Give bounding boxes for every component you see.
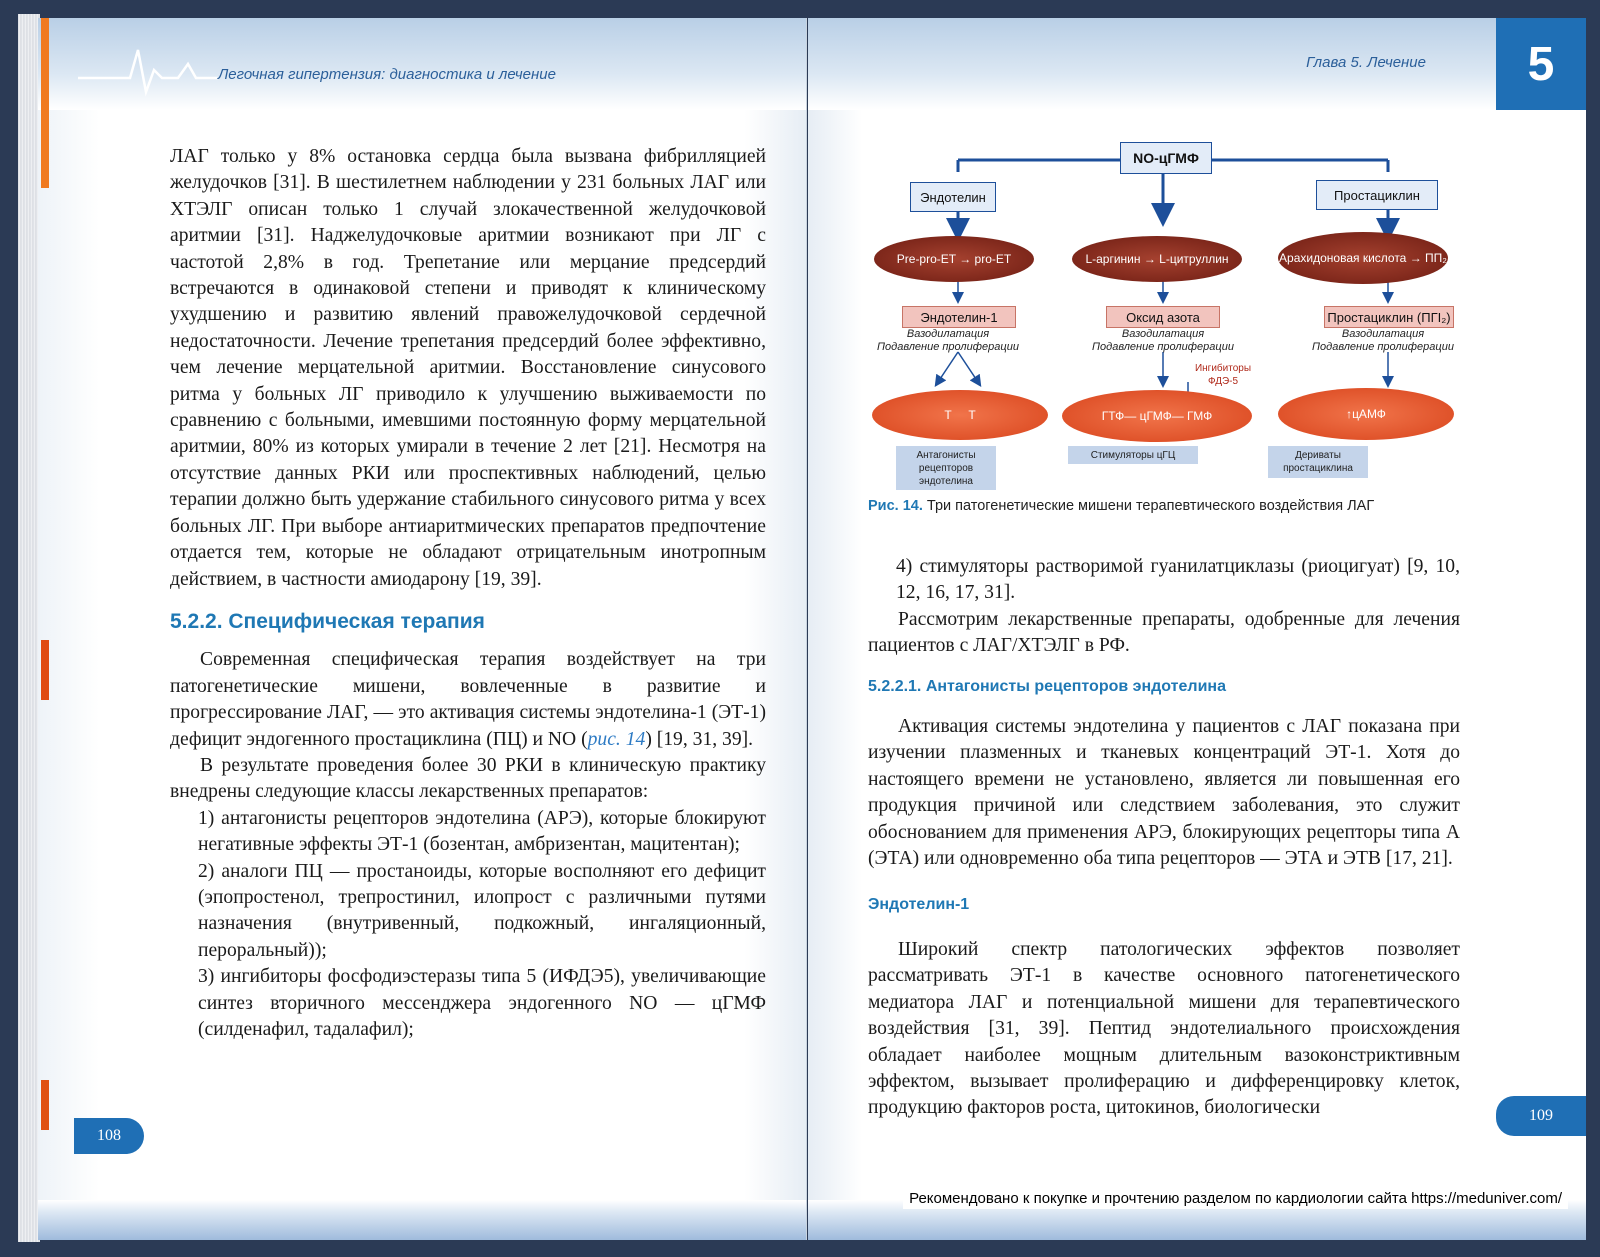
node-pre-pro-et: Pre-pro-ET → pro-ET bbox=[874, 236, 1034, 282]
list-item: 3) ингибиторы фосфодиэстеразы типа 5 (ИФДЭ5), увеличивающие синтез вторичного мессенджера эндогенного NO — цГМФ (силденафил, тадалафил); bbox=[198, 966, 766, 1040]
node-no-cgmp: NO-цГМФ bbox=[1120, 142, 1212, 174]
page-edge-marker bbox=[41, 18, 49, 188]
node-endothelin-1: Эндотелин-1 bbox=[902, 306, 1016, 328]
paragraph-text: Современная специфическая терапия воздействует на три патогенетические мишени, вовлеченные в развитие и прогрессирование ЛАГ, — это активация системы эндотелина-1 (ЭТ-1) дефицит эндогенного простациклина (ПЦ) и NO ( bbox=[170, 649, 766, 750]
left-page bbox=[38, 18, 807, 1240]
paragraph: Широкий спектр патологических эффектов позволяет рассматривать ЭТ-1 в качестве основного патогенетического медиатора ЛАГ и потенциальной мишени для терапевтического воздействия [31, 39]. Пептид эндотелиального происхождения обладает наиболее мощным длительным вазоконстриктивным эффектом, вызывает пролиферацию и дифференцировку клеток, продукцию факторов роста, цитокинов, биологически bbox=[868, 938, 1460, 1119]
effect-label: Вазодилатация Подавление пролиферации bbox=[1312, 328, 1454, 353]
node-arachidonic: Арахидоновая кислота → ПП₂ bbox=[1278, 232, 1448, 284]
running-header: Легочная гипертензия: диагностика и лечение bbox=[218, 66, 556, 83]
paragraph: Рассмотрим лекарственные препараты, одобренные для лечения пациентов с ЛАГ/ХТЭЛГ в РФ. bbox=[868, 608, 1460, 657]
paragraph: В результате проведения более 30 РКИ в клиническую практику внедрены следующие классы лекарственных препаратов: bbox=[170, 754, 766, 803]
right-page bbox=[808, 18, 1586, 1240]
watermark-text: Рекомендовано к покупке и прочтению разделом по кардиологии сайта https://meduniver.com/ bbox=[903, 1188, 1568, 1209]
caption-label: Рис. 14. bbox=[868, 498, 923, 514]
drug-class-label: Стимуляторы цГЦ bbox=[1068, 446, 1198, 464]
figure-14-diagram bbox=[858, 120, 1468, 520]
page-edge-marker bbox=[41, 640, 49, 700]
page-number: 108 bbox=[74, 1118, 144, 1154]
list-item: 1) антагонисты рецепторов эндотелина (АРЭ), которые блокируют негативные эффекты ЭТ-1 (бозентан, амбризентан, мацитентан); bbox=[198, 807, 766, 856]
node-endothelin: Эндотелин bbox=[910, 182, 996, 212]
effect-label: Вазодилатация Подавление пролиферации bbox=[877, 328, 1019, 353]
paragraph-text: ) [19, 31, 39]. bbox=[645, 728, 754, 750]
caption-text: Три патогенетические мишени терапевтического воздействия ЛАГ bbox=[922, 498, 1375, 514]
left-footer-band bbox=[38, 1200, 806, 1240]
cell-no: ГТФ— цГМФ— ГМФ bbox=[1062, 390, 1252, 442]
right-header-band bbox=[808, 18, 1586, 110]
paragraph: Активация системы эндотелина у пациентов с ЛАГ показана при изучении плазменных и тканевых концентраций ЭТ-1. Хотя до настоящего времени не установлено, является ли повышенная его продукция причиной или следствием заболевания, это служит обоснованием для применения АРЭ, блокирующих рецепторы типа А (ЭТА) или одновременно оба типа рецепторов — ЭТА и ЭТВ [17, 21]. bbox=[868, 716, 1460, 870]
chapter-number: 5 bbox=[1496, 18, 1586, 110]
section-heading: 5.2.2. Специфическая терапия bbox=[170, 609, 485, 633]
cell-prostacyclin: ↑цАМФ bbox=[1278, 388, 1454, 440]
page-number: 109 bbox=[1496, 1096, 1586, 1136]
node-prostacyclin: Простациклин bbox=[1316, 180, 1438, 210]
chapter-title: Глава 5. Лечение bbox=[1306, 54, 1426, 71]
node-l-arginine: L-аргинин → L-цитруллин bbox=[1072, 236, 1242, 282]
right-body bbox=[868, 554, 1460, 1122]
figure-link[interactable]: рис. 14 bbox=[587, 728, 646, 750]
book-page-edges bbox=[18, 14, 40, 1242]
ecg-icon bbox=[78, 40, 218, 100]
subsection-heading: Эндотелин-1 bbox=[868, 896, 970, 914]
paragraph: ЛАГ только у 8% остановка сердца была вызвана фибрилляцией желудочков [31]. В шестилетнем наблюдении у 231 больных ЛАГ или ХТЭЛГ описан только 1 случай злокачественной желудочковой аритмии [31]. Наджелудочковые аритмии возникают при ЛГ с частотой 2,8% в год. Трепетание или мерцание предсердий встречаются в одинаковой степени и приводят к клиническому ухудшению и развитию явлений правожелудочковой сердечной недостаточности. Лечение трепетания предсердий более эффективно, чем лечение мерцательной аритмии. Восстановление синусового ритма у больных ЛГ приводило к улучшению выживаемости по сравнению с больными, имевшими постоянную форму мерцательной аритмии, 80% из которых умирали в течение 2 лет [21]. Несмотря на отсутствие данных РКИ или проспективных наблюдений, целью терапии должно быть удержание стабильного синусового ритма у всех больных ЛГ. При выборе антиаритмических препаратов предпочтение отдается тем, которые не обладают отрицательным инотропным действием, в частности амиодарону [19, 39]. bbox=[170, 146, 766, 590]
page-edge-marker bbox=[41, 1080, 49, 1130]
subsection-heading: 5.2.2.1. Антагонисты рецепторов эндотелина bbox=[868, 677, 1226, 695]
node-prostacyclin-pgi2: Простациклин (ПГI₂) bbox=[1324, 306, 1454, 328]
list-item: 4) стимуляторы растворимой гуанилатциклазы (риоцигуат) [9, 10, 12, 16, 17, 31]. bbox=[896, 556, 1460, 604]
paragraph bbox=[170, 647, 766, 753]
effect-label: Вазодилатация Подавление пролиферации bbox=[1092, 328, 1234, 353]
cell-endothelin bbox=[872, 390, 1048, 440]
drug-class-label: Антагонисты рецепторов эндотелина bbox=[896, 446, 996, 490]
node-nitric-oxide: Оксид азота bbox=[1106, 306, 1220, 328]
list-item: 2) аналоги ПЦ — простаноиды, которые восполняют его дефицит (эпопростенол, трепростинил, илопрост с различными путями назначения (внутривенный, подкожный, ингаляционный, пероральный)); bbox=[198, 860, 766, 961]
receptor-icon: T T bbox=[944, 408, 976, 422]
left-body bbox=[170, 144, 766, 1043]
figure-caption bbox=[868, 498, 1488, 514]
pde5-inhibitors-label: Ингибиторы ФДЭ-5 bbox=[1194, 363, 1252, 387]
drug-class-label: Дериваты простациклина bbox=[1268, 446, 1368, 478]
